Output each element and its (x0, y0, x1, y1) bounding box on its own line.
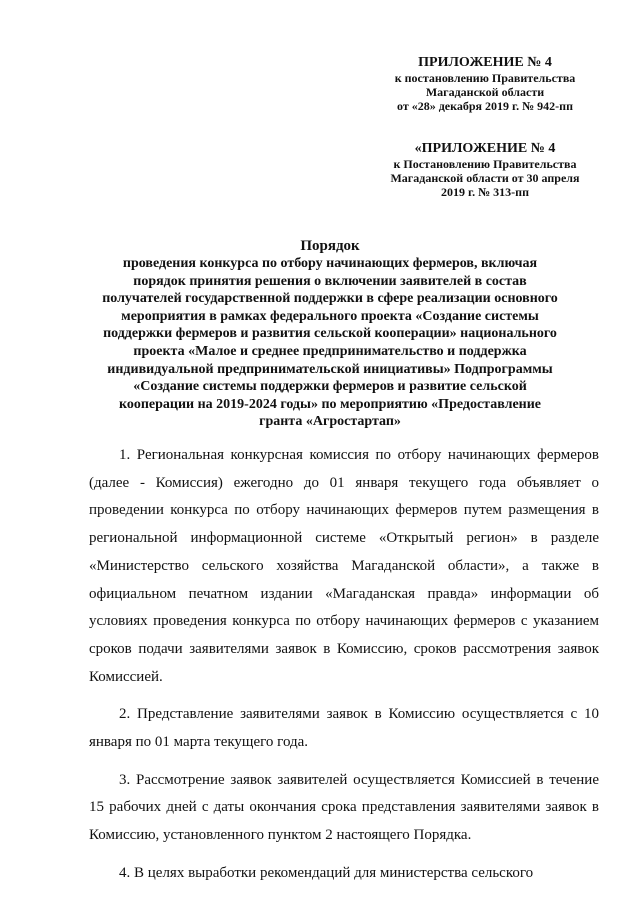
paragraph-3: 3. Рассмотрение заявок заявителей осуществляется Комиссией в течение 15 рабочих дней с даты окончания срока представления заявителями заявок в Комиссию, установленного пунктом 2 настоящего Порядка. (89, 771, 599, 844)
document-title-line: получателей государственной поддержки в сфере реализации основного (102, 291, 558, 307)
document-title-line: поддержки фермеров и развития сельской кооперации» национального (103, 326, 557, 342)
document-title-line: «Создание системы поддержки фермеров и развитие сельской (133, 379, 527, 395)
appendix-current (370, 54, 600, 113)
document-title-line: мероприятия в рамках федерального проекта «Создание системы (121, 308, 539, 324)
document-title-line: проекта «Малое и среднее предпринимательство и поддержка (133, 343, 527, 359)
paragraph-1: 1. Региональная конкурсная комиссия по отбору начинающих фермеров (далее - Комиссия) ежегодно до 01 января текущего года объявляет о проведении конкурса по отбору начинающих фермеров путем размещения в региональной информационной системе «Открытый регион» в разделе «Министерство сельского хозяйства Магаданской области», а также в официальном печатном издании «Магаданская правда» информации об условиях проведения конкурса по отбору начинающих фермеров с указанием сроков подачи заявителями заявок в Комиссию, сроков рассмотрения заявок Комиссией. (89, 447, 599, 685)
paragraph-4: 4. В целях выработки рекомендаций для министерства сельского (119, 864, 534, 881)
appendix-current-line: к постановлению Правительства (394, 71, 576, 85)
appendix-previous (370, 140, 600, 199)
paragraph-2: 2. Представление заявителями заявок в Комиссию осуществляется с 10 января по 01 марта текущего года. (89, 706, 599, 751)
appendix-previous-heading: «ПРИЛОЖЕНИЕ № 4 (414, 141, 556, 156)
appendix-previous-line: к Постановлению Правительства (393, 157, 577, 171)
appendix-previous-line: Магаданской области от 30 апреля (390, 171, 580, 185)
document-title-line: гранта «Агростартап» (259, 414, 401, 430)
appendix-current-heading: ПРИЛОЖЕНИЕ № 4 (418, 55, 552, 70)
appendix-previous-line: 2019 г. № 313-пп (441, 185, 529, 199)
document-title (70, 237, 590, 431)
document-title-line: кооперации на 2019-2024 годы» по мероприятию «Предоставление (118, 396, 542, 412)
document-title-line: проведения конкурса по отбору начинающих фермеров, включая (122, 256, 538, 271)
appendix-current-line: Магаданской области (425, 85, 545, 99)
document-title-line: индивидуальной предпринимательской инициативы» Подпрограммы (107, 361, 553, 377)
appendix-current-line: от «28» декабря 2019 г. № 942-пп (396, 99, 573, 113)
document-body (89, 442, 599, 898)
document-title-line: порядок принятия решения о включении заявителей в состав (133, 273, 527, 289)
document-title-heading: Порядок (300, 238, 360, 254)
